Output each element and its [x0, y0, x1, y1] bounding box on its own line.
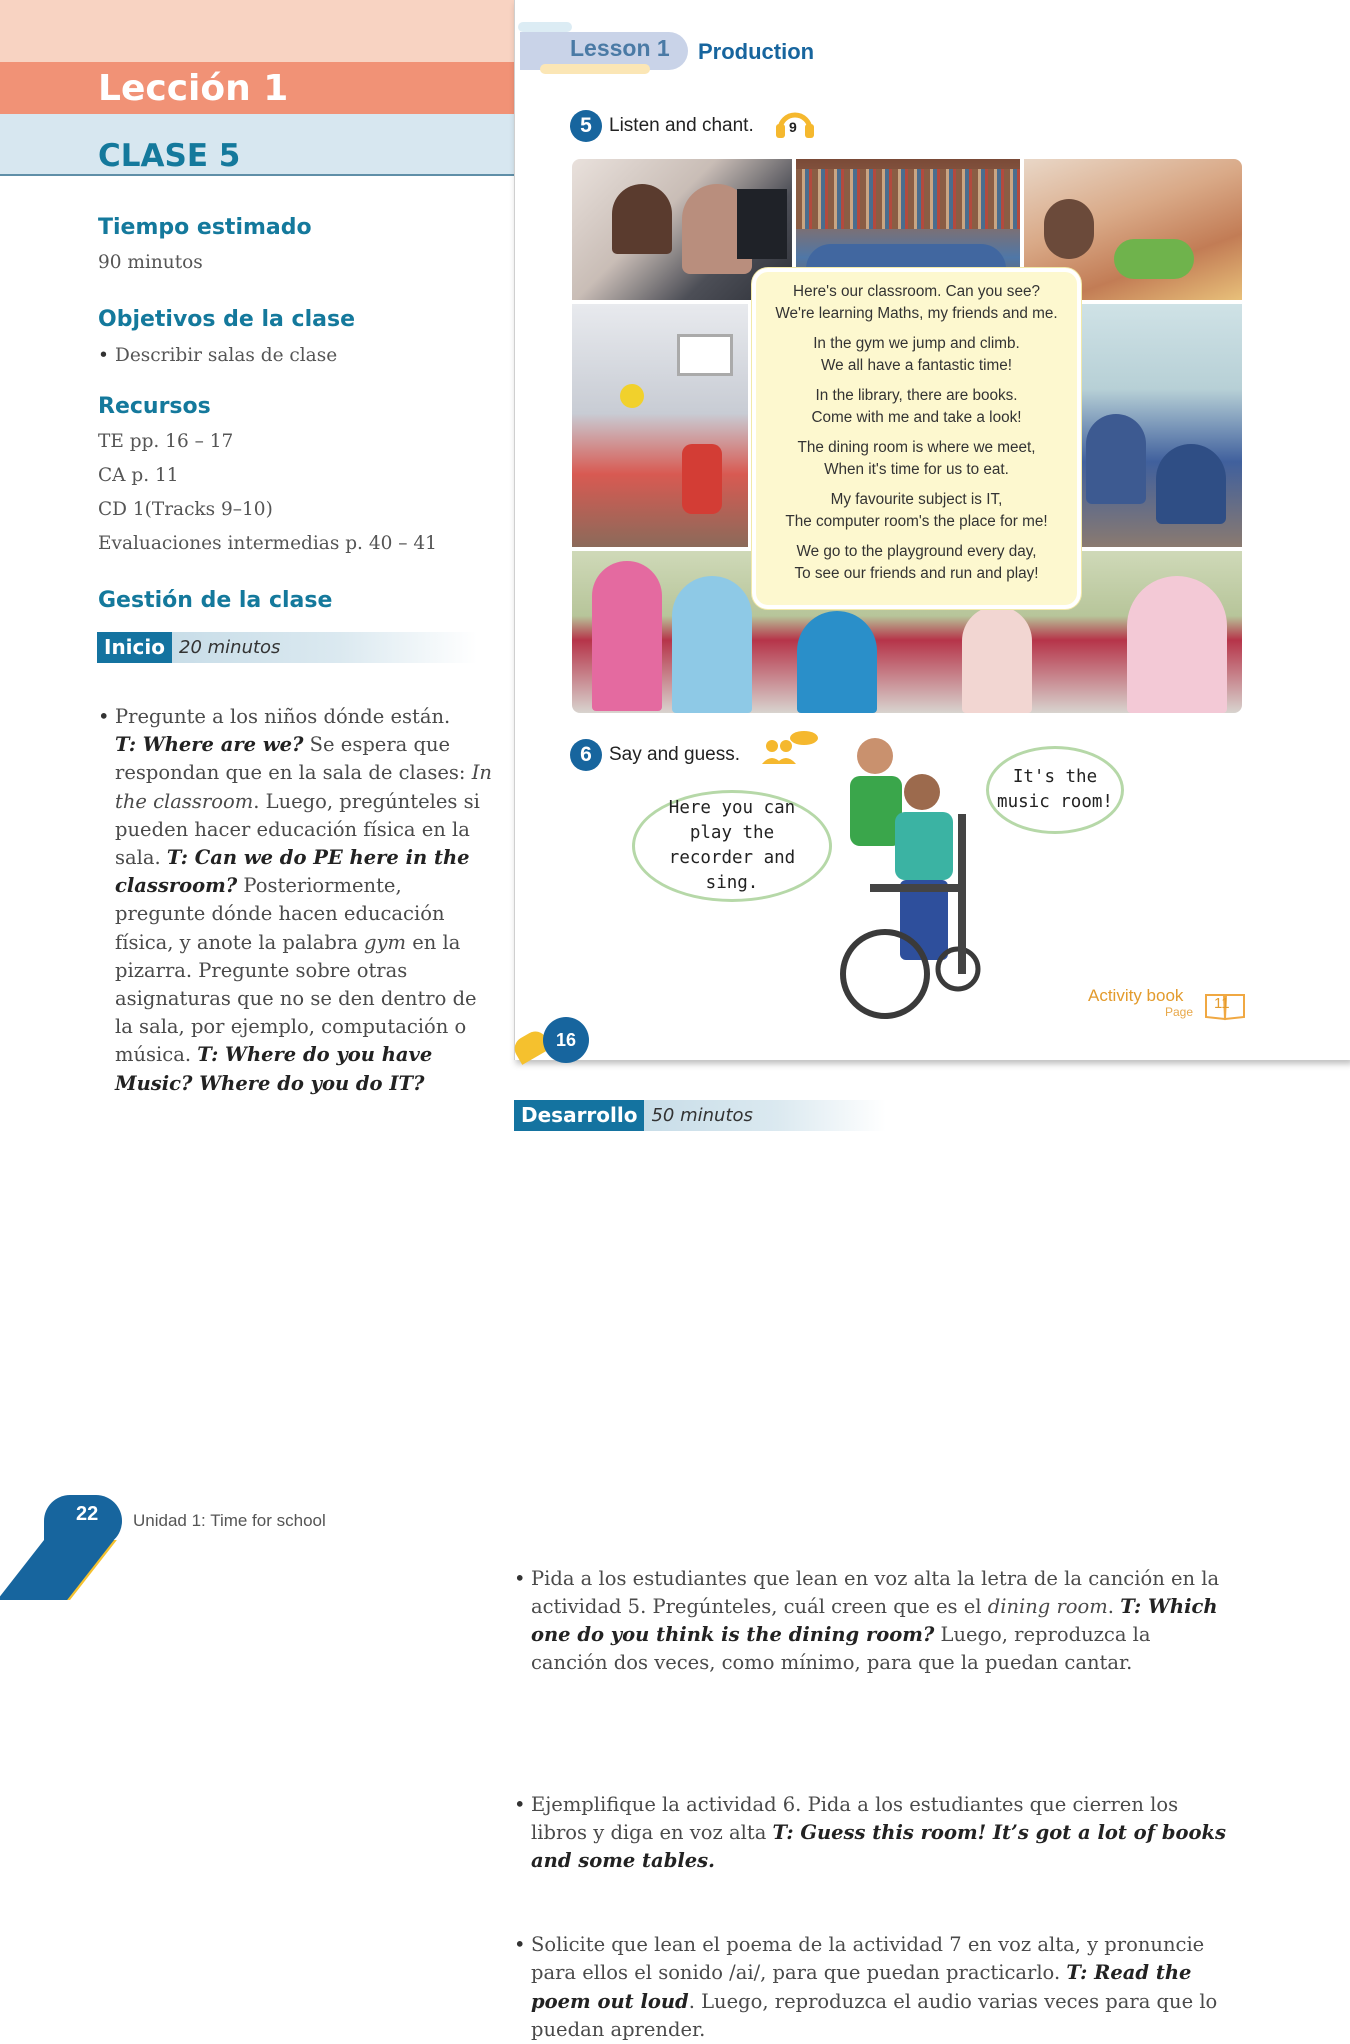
- recurso-item: Evaluaciones intermedias p. 40 – 41: [98, 533, 437, 554]
- child-figure: [672, 576, 752, 713]
- leccion-title: Lección 1: [98, 68, 289, 109]
- footer-page-number: 22: [76, 1503, 99, 1525]
- textbook-page-number: 16: [543, 1017, 589, 1063]
- activity-5-instruction: Listen and chant.: [609, 115, 754, 136]
- child-figure: [682, 444, 722, 514]
- tiempo-heading: Tiempo estimado: [98, 215, 312, 240]
- chant-stanza-6: We go to the playground every day, To see our friends and run and play!: [794, 543, 1039, 582]
- chant-stanza-4: The dining room is where we meet, When it's time for us to eat.: [797, 439, 1036, 478]
- objetivos-heading: Objetivos de la clase: [98, 307, 355, 332]
- recurso-item: CA p. 11: [98, 465, 179, 486]
- recurso-item: CD 1(Tracks 9–10): [98, 499, 273, 520]
- chant-stanza-2: In the gym we jump and climb. We all have a fantastic time!: [813, 335, 1020, 374]
- inicio-instructions: • Pregunte a los niños dónde están. T: Where are we? Se espera que respondan que en la sala de clases: In the classroom. Luego, pregúnteles si pueden hacer educación física en la sala. T: Can we do PE here in the classroom? Posteriormente, pregunte dónde hacen educación física, y anote la palabra gym en la pizarra. Pregunte sobre otras asignaturas que no se den dentro de la sala, por ejemplo, computación o música. T: Where do you have Music? Where do you do IT?: [98, 703, 493, 1098]
- section-label: Production: [698, 39, 815, 64]
- lesson-pill-accent: [518, 22, 572, 32]
- desarrollo-bullet-1: • Pida a los estudiantes que lean en voz alta la letra de la canción en la actividad 5. Pregúnteles, cuál creen que es el dining room. T: Which one do you think is the dining room? Luego, reproduzca la canción dos veces, como mínimo, para que la puedan cantar.: [514, 1565, 1231, 1678]
- gestion-heading: Gestión de la clase: [98, 588, 333, 613]
- footer-unit-text: Unidad 1: Time for school: [133, 1511, 326, 1530]
- desarrollo-bullet-3: • Solicite que lean el poema de la actividad 7 en voz alta, y pronuncie para ellos el sonido /ai/, para que puedan practicarlo. T: Read the poem out loud. Luego, reproduzca el audio varias veces para que lo puedan aprender.: [514, 1931, 1231, 2044]
- speech-bubble-left: [632, 790, 832, 902]
- activity-6-number: 6: [570, 739, 602, 771]
- inicio-label: Inicio: [97, 632, 172, 663]
- track-number: 9: [789, 119, 797, 135]
- child-figure: [612, 184, 672, 254]
- desarrollo-bullet-2: • Ejemplifique la actividad 6. Pida a los estudiantes que cierren los libros y diga en voz alta T: Guess this room! It’s got a lot of books and some tables.: [514, 1791, 1231, 1876]
- chant-stanza-3: In the library, there are books. Come with me and take a look!: [811, 387, 1022, 426]
- desarrollo-duration: 50 minutos: [644, 1100, 886, 1131]
- objetivo-item: • Describir salas de clase: [98, 345, 1350, 366]
- desarrollo-label: Desarrollo: [514, 1100, 644, 1131]
- child-figure: [1044, 199, 1094, 259]
- open-book-icon: [1204, 989, 1246, 1021]
- header-band-top: [0, 0, 524, 62]
- speech-bubble-right-text: It's the music room!: [997, 767, 1113, 812]
- activity-6-instruction: Say and guess.: [609, 744, 740, 765]
- child-figure: [962, 606, 1032, 713]
- child-figure: [592, 561, 662, 711]
- child-figure: [1127, 576, 1227, 713]
- classroom-photo: [1076, 304, 1242, 547]
- clase-title: CLASE 5: [98, 138, 241, 174]
- activity-book-page-word: Page: [1165, 1005, 1194, 1019]
- child-figure: [797, 611, 877, 713]
- speech-bubble-left-text: Here you can play the recorder and sing.: [668, 798, 796, 893]
- chant-stanza-1: Here's our classroom. Can you see? We're learning Maths, my friends and me.: [775, 283, 1058, 322]
- activity-book-page-number: 11: [1214, 995, 1230, 1012]
- basketball-hoop-shape: [677, 334, 733, 376]
- child-figure: [1156, 444, 1226, 524]
- activity-book-label: Activity book: [1088, 986, 1184, 1005]
- pair-work-icon: [760, 728, 820, 766]
- footer-badge-tail: [0, 1540, 114, 1600]
- lesson-pill-underline: [540, 64, 650, 74]
- activity-5-number: 5: [570, 110, 602, 142]
- ball-shape: [620, 384, 644, 408]
- tiempo-value: 90 minutos: [98, 252, 203, 273]
- speech-bubble-right: [986, 746, 1124, 834]
- chant-stanza-5: My favourite subject is IT, The computer room's the place for me!: [785, 491, 1048, 530]
- recursos-heading: Recursos: [98, 394, 211, 419]
- children-wheelchair-photo: [840, 734, 985, 1034]
- header-band-clase: [0, 114, 524, 176]
- lesson-label: Lesson 1: [570, 35, 670, 61]
- recurso-item: TE pp. 16 – 17: [98, 431, 234, 452]
- gym-photo: [572, 304, 748, 547]
- monitor-shape: [737, 189, 787, 259]
- desarrollo-phase-bar: [514, 1100, 886, 1131]
- food-shape: [1114, 239, 1194, 279]
- inicio-duration: 20 minutos: [172, 632, 477, 663]
- headphones-icon[interactable]: [774, 108, 816, 140]
- bookshelf-shape: [796, 169, 1020, 229]
- child-figure: [1086, 414, 1146, 504]
- inicio-phase-bar: [97, 632, 477, 663]
